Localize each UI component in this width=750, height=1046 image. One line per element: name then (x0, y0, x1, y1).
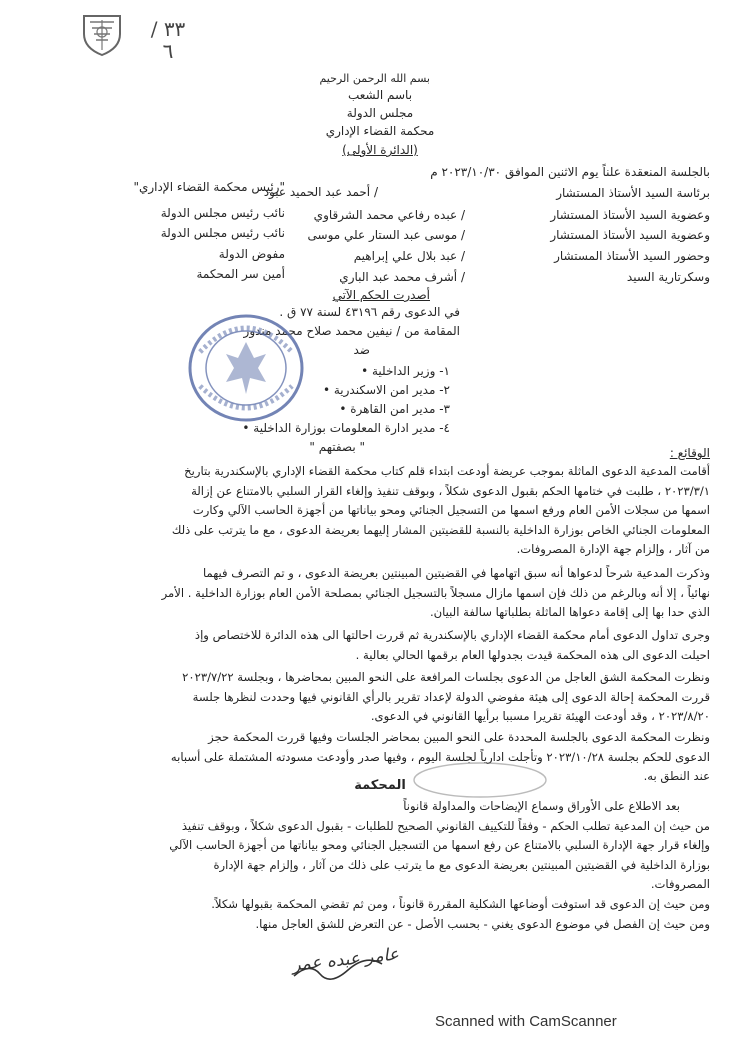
judge-name: / موسى عبد الستار علي موسى (307, 228, 465, 242)
court-crest-logo (78, 12, 126, 58)
text-line: الدعوى للحكم بجلسة ٢٠٢٣/١٠/٢٨ وتأجلت ادارياً لجلسة اليوم ، وفيها صدر وأودعت مسودته المشتملة على أسبابه (170, 749, 710, 764)
judge-title: مفوض الدولة (218, 247, 285, 261)
text-line: بعد الاطلاع على الأوراق وسماع الإيضاحات والمداولة قانوناً (403, 799, 680, 813)
text-line: وإلغاء قرار جهة الإدارة السلبي بالامتناع عن رفع اسمها من التسجيل الجنائي ومحو بياناتها من أجهزة الحاسب الآلي (169, 838, 710, 853)
text-line: ٢٠٢٣/٣/١ ، طلبت في ختامها الحكم بقبول الدعوى شكلاً ، وبوقف تنفيذ وإلغاء القرار السلبي بالامتناع عن إزالة (191, 483, 710, 498)
text-line: من حيث إن المدعية تطلب الحكم - وفقاً للتكييف القانوني الصحيح للطلبات - بقبول الدعوى شكلاً ، وبوقف تنفيذ (181, 818, 710, 833)
text-line: بوزارة الداخلية في القضيتين المبينتين بعريضة الدعوى مع ما يترتب على ذلك من آثار ، وإلزام جهة الإدارة (213, 857, 710, 872)
session-line: بالجلسة المنعقدة علناً يوم الاثنين الموافق ٢٠٢٣/١٠/٣٠ م (430, 165, 710, 179)
judge-name: / أحمد عبد الحميد عبود (263, 185, 378, 199)
text-line: ونظرت المحكمة الدعوى بالجلسة المحددة على النحو المبين بمحاضر الجلسات وفيها قررت المحكمة حجز (208, 730, 710, 744)
reasoning-block (50, 797, 710, 934)
court-heading: المحكمة (354, 778, 406, 793)
text-line: أقامت المدعية الدعوى الماثلة بموجب عريضة أودعت ابتداء قلم كتاب محكمة القضاء الإداري بالإسكندرية بتاريخ (184, 464, 710, 478)
text-line: ٢٠٢٣/٨/٢٠ ، وقد أودعت الهيئة تقريرا مسببا برأيها القانوني في الدعوى. (370, 709, 710, 724)
defendant-item: ١- وزير الداخلية • (361, 364, 450, 378)
issued-verdict-heading: أصدرت الحكم الآتي (332, 288, 430, 302)
capacity-label: " بصفتهم " (309, 440, 365, 454)
text-line: ومن حيث إن الفصل في موضوع الدعوى يغني - بحسب الأصل - عن التعرض للشق العاجل منها. (255, 916, 710, 931)
plaintiff-line: المقامة من / نيفين محمد صلاح محمد مندور (243, 324, 460, 338)
text-line: عند النطق به. (643, 769, 710, 784)
judge-title: أمين سر المحكمة (196, 267, 285, 281)
member-line: وعضوية السيد الأستاذ المستشار (550, 208, 710, 222)
in-name-of-people: باسم الشعب (347, 88, 413, 102)
text-line: المصروفات. (650, 877, 710, 892)
case-number: في الدعوى رقم ٤٣١٩٦ لسنة ٧٧ ق . (279, 305, 460, 319)
facts-paragraph (50, 564, 710, 623)
text-line: المعلومات الجنائي الخاص بوزارة الداخلية بالنسبة للقضيتين المشار إليهما بعريضة الدعوى ، مع ما يترتب على ذلك (171, 522, 710, 537)
text-line: الذي حدا بها إلى إقامة دعواها الماثلة بطلباتها سالفة البيان. (429, 605, 710, 620)
defendant-item: ٢- مدير امن الاسكندرية • (322, 383, 450, 397)
basmala: بسم الله الرحمن الرحيم (319, 72, 430, 85)
facts-paragraph (50, 462, 710, 560)
official-seal-stamp (186, 312, 306, 424)
facts-paragraph (50, 626, 710, 665)
judge-title: نائب رئيس مجلس الدولة (160, 226, 285, 240)
text-line: قررت المحكمة إحالة الدعوى إلى هيئة مفوضي الدولة لإعداد تقرير بالرأي القانوني فيها وحددت لنظرها جلسة (192, 689, 710, 704)
member-line: وعضوية السيد الأستاذ المستشار (550, 228, 710, 242)
defendant-item: ٣- مدير امن القاهرة • (339, 402, 450, 416)
handwritten-signature: عامر عبده عمر (291, 944, 400, 976)
court-name: محكمة القضاء الإداري (325, 124, 435, 138)
signature-stroke (290, 958, 390, 984)
member-line: وسكرتارية السيد (626, 270, 710, 284)
judge-name: / أشرف محمد عبد الباري (339, 270, 465, 284)
council-name: مجلس الدولة (346, 106, 414, 120)
judge-title: "رئيس محكمة القضاء الإداري" (133, 180, 285, 194)
text-line: وذكرت المدعية شرحاً لدعواها أنه سبق اتهامها في القضيتين المبينتين بعريضة الدعوى ، و تم التصرف فيهما (202, 566, 710, 580)
circuit-name: (الدائرة الأولى) (342, 143, 418, 157)
member-line: وحضور السيد الأستاذ المستشار (554, 249, 710, 263)
text-line: اسمها من سجلات الأمن العام ورفع اسمها من التسجيل الجنائي ومحو بياناتها من أجهزة الحاسب الآلي وكارت (192, 503, 710, 518)
handwritten-page-number: ٣٣ / ٦ (150, 17, 186, 63)
text-line: ومن حيث إن الدعوى قد استوفت أوضاعها الشكلية المقررة قانوناً ، ومن ثم تقضي المحكمة بقبولها شكلاً. (211, 896, 710, 911)
against-label: ضد (353, 343, 370, 357)
scanner-watermark: Scanned with CamScanner (435, 1013, 617, 1030)
faded-stamp (410, 760, 550, 800)
facts-heading: الوقائع : (669, 446, 710, 460)
judge-name: / عبده رفاعي محمد الشرقاوي (313, 208, 465, 222)
text-line: من آثار ، وإلزام جهة الإدارة المصروفات. (516, 542, 710, 557)
text-line: وجرى تداول الدعوى أمام محكمة القضاء الإداري بالإسكندرية ثم قررت احالتها الى هذه الدائرة للاختصاص وإذ (194, 628, 710, 642)
defendant-item: ٤- مدير ادارة المعلومات بوزارة الداخلية • (242, 421, 450, 435)
judge-title: نائب رئيس مجلس الدولة (160, 206, 285, 220)
judge-name: / عبد بلال علي إبراهيم (353, 249, 465, 263)
presidency-line: برئاسة السيد الأستاذ المستشار (556, 186, 710, 200)
text-line: نهائياً ، إلا أنه وبالرغم من ذلك فإن اسمها مازال مسجلاً بالتسجيل الجنائي بمصلحة الأمن العام بوزارة الداخلية . الأمر (161, 585, 710, 600)
text-line: احيلت الدعوى الى هذه المحكمة قيدت بجدولها العام برقمها الحالي بعالية . (355, 647, 710, 662)
text-line: ونظرت المحكمة الشق العاجل من الدعوى بجلسات المرافعة على النحو المبين بمحاضرها ، وبجلسة ٢٠٢٣/٧/٢٢ (182, 670, 710, 684)
facts-paragraph (50, 668, 710, 727)
